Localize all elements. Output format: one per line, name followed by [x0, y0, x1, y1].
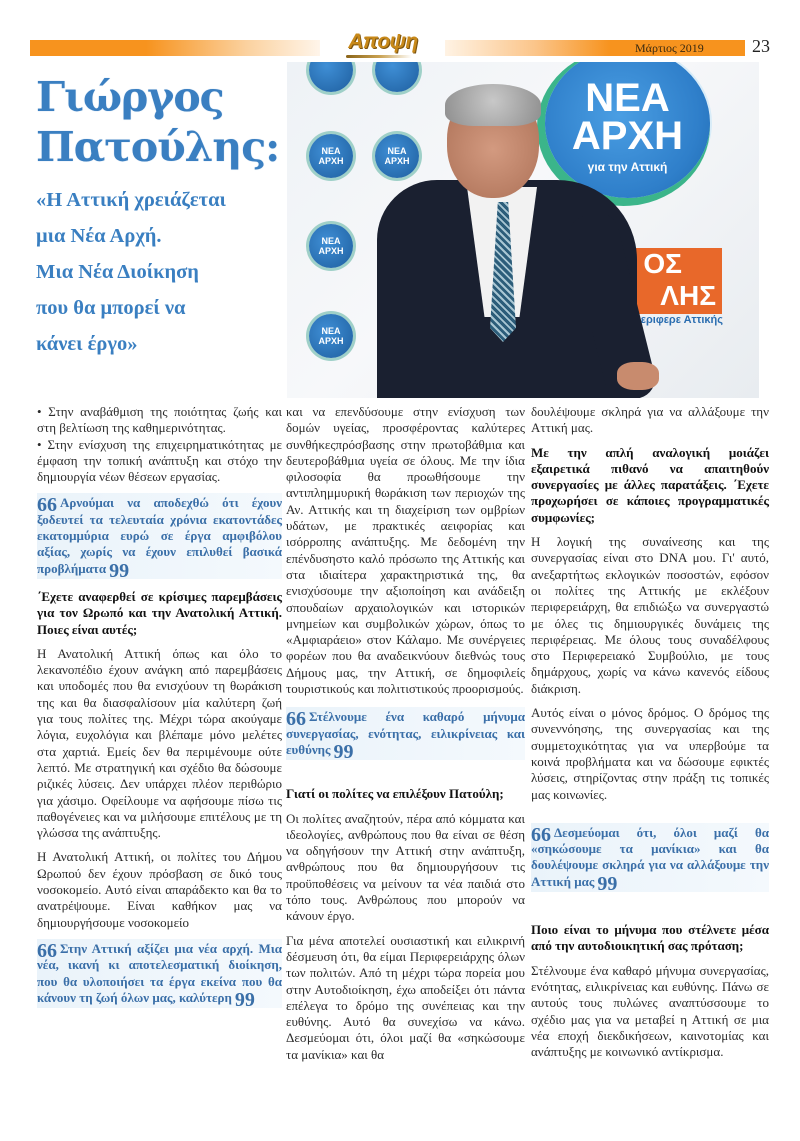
open-quote-icon: 66 — [37, 939, 57, 962]
open-quote-icon: 66 — [531, 823, 551, 846]
close-quote-icon: 99 — [333, 740, 354, 763]
paragraph: Για μένα αποτελεί ουσιαστική και ειλικρινή δέσμευση ότι, θα είμαι Περιφερειάρχης όλων των πολιτών. Από τη μέχρι τώρα πορεία μου στην Αυτοδιοίκηση, έχω αποδείξει ότι πάντα επέλεγα το δρόμο της συνέπειας και την ευθύνης. Αυτό θα συνεχίσω να κάνω. Δεσμεύομαι ότι, όλοι μαζί θα «σηκώσουμε τα μανίκια» και θα — [286, 932, 525, 1062]
backdrop-logo — [375, 62, 419, 92]
logo-text: Αποψη — [348, 30, 418, 53]
magazine-logo — [328, 30, 438, 58]
page-number: 23 — [752, 36, 770, 56]
title-quote-line: που θα μπορεί να — [36, 297, 186, 319]
interview-question: Γιατί οι πολίτες να επιλέξουν Πατούλη; — [286, 786, 504, 802]
paragraph: Στέλνουμε ένα καθαρό μήνυμα συνεργασίας, ενότητας, ειλικρίνειας και ευθύνης. Πάνω σε αυτούς τους πυλώνες αναπτύσσουμε το σχέδιο μας για να μεταβεί η Αττική σε μια νέα εποχή διεκδικήσεων, καινοτομίας και ανάπτυξης με κοινωνικό αντίκρισμα. — [531, 962, 769, 1060]
portrait-photo — [287, 62, 759, 398]
open-quote-icon: 66 — [286, 708, 306, 731]
article-title — [36, 72, 284, 362]
campaign-banner: ΟΣ ΛΗΣ — [577, 248, 722, 314]
issue-date: Μάρτιος 2019 — [635, 41, 704, 55]
paragraph: Αυτός είναι ο μόνος δρόμος. Ο δρόμος της συνεννόησης, της συνεργασίας και της συμμετοχικότητας για να υπερβούμε τα κοινά προβλήματα και να δώσουμε εφικτές λύσεις, στηρίζοντας στην πράξη τις τοπικές μας κοινωνίες. — [531, 705, 769, 802]
bullet-item: • Στην αναβάθμιση της ποιότητας ζωής και στη βελτίωση της καθημερινότητας. — [37, 404, 282, 436]
pull-quote — [37, 493, 282, 582]
interview-question: Ποιο είναι το μήνυμα που στέλνετε μέσα από την αυτοδιοικητική σας πρόταση; — [531, 922, 769, 954]
title-name-line2: Πατούλης: — [36, 123, 280, 171]
page-header — [30, 30, 775, 58]
backdrop-logo: ΝΕΑ ΑΡΧΗ — [309, 224, 353, 268]
title-quote-line: κάνει έργο» — [36, 333, 138, 355]
paragraph: και να επενδύσουμε στην ενίσχυση των δομών υγείας, προσφέροντας καλύτερες συνθήκεςπρόσβασης στην πρωτοβάθμια και δευτεροβάθμια υγεία σε όλους. Με την ίδια φιλοσοφία θα προωθήσουμε την αντιπλημμυρική θωράκιση των περιοχών της Αν. Αττικής και τη διαχείριση των ομβρίων υδάτων, με πρακτικές αειφορίας και ισόρροπης ανάπτυξης. Με δεδομένη την επένδυσηστο καλό πρόσωπο της Αττικής και στα ιδιαίτερα χαρακτηριστικά της, θα ενισχύσουμε την αξιοποίηση και ανάδειξη σπουδαίων αρχαιολογικών και ιστορικών μνημείων και συμβολικών χώρων, όπως το «Αμφιαράειο» στον Κάλαμο. Με συνέργειες φορέων που θα αναδεικνύουν διεθνώς τους Δήμους μας, την Αττική, σε δημοφιλείς τουριστικούς και πολιτιστικούς προορισμούς. — [286, 404, 525, 697]
close-quote-icon: 99 — [597, 872, 618, 895]
pull-quote-text: Δεσμεύομαι ότι, όλοι μαζί θα «σηκώσουμε τα μανίκια» και θα δουλέψουμε σκληρά για να αλλάξουμε την Αττική μας — [531, 824, 769, 889]
left-column — [37, 404, 282, 1018]
title-quote-line: μια Νέα Αρχή. — [36, 225, 162, 247]
pull-quote — [531, 823, 769, 895]
paragraph: δουλέψουμε σκληρά για να αλλάξουμε την Αττική μας. — [531, 404, 769, 436]
header-bar-left — [30, 40, 320, 56]
pull-quote-text: Στέλνουμε ένα καθαρό μήνυμα συνεργασίας, ενότητας, ειλικρίνειας και ευθύνης — [286, 709, 525, 757]
open-quote-icon: 66 — [37, 494, 57, 517]
pull-quote — [37, 939, 282, 1011]
middle-column — [286, 404, 525, 1071]
bullet-item: • Στην ενίσχυση της επιχειρηματικότητας με έμφαση την τοπική ανάπτυξη και στόχο την δημιουργία νέων θέσεων εργασίας. — [37, 436, 282, 485]
person-hair — [445, 84, 541, 126]
paragraph: Οι πολίτες αναζητούν, πέρα από κόμματα και ιδεολογίες, ανθρώπους που θα είναι σε θέση να οδηγήσουν την Αττική στην ανάπτυξη, ανθρώπους που θα δημιουργήσουν τις προϋποθέσεις να μείνουν τα νέα παιδιά στο τόπο τους. Ανθρώπους που μπορούν να κάνουν έργο. — [286, 810, 525, 924]
logo-swoosh — [346, 55, 412, 58]
interview-question: ΄Εχετε αναφερθεί σε κρίσιμες παρεμβάσεις για τον Ωρωπό και την Ανατολική Αττική. Ποιες είναι αυτές; — [37, 588, 282, 637]
person-hand — [617, 362, 659, 390]
pull-quote-text: Στην Αττική αξίζει μια νέα αρχή. Μια νέα, ικανή κι αποτελεσματική διοίκηση, που θα υλοποιήσει τα έργα εκείνα που θα κάνουν τη ζωή όλων μας, καλύτερη — [37, 940, 282, 1005]
right-column — [531, 404, 769, 1068]
title-name-line1: Γιώργος — [36, 73, 224, 121]
campaign-logo: ΝΕΑ ΑΡΧΗ για την Αττική — [545, 62, 710, 198]
title-quote-line: «Η Αττική χρειάζεται — [36, 189, 226, 211]
title-quote-line: Μια Νέα Διοίκηση — [36, 261, 199, 283]
pull-quote — [286, 707, 525, 763]
close-quote-icon: 99 — [234, 988, 255, 1011]
close-quote-icon: 99 — [109, 559, 130, 582]
paragraph: Η Ανατολική Αττική, οι πολίτες του Δήμου Ωρωπού δεν έχουν πρόσβαση σε δικό τους νοσοκομείο. Αυτό είναι απαράδεκτο και θα το ανατρέψουμε. Είναι καθήκον μας να δημιουργήσουμε νοσοκομείο — [37, 849, 282, 930]
paragraph: Η Ανατολική Αττική όπως και όλο το λεκανοπέδιο έχουν ανάγκη από παρεμβάσεις και υποδομές που θα ενισχύουν τη θωράκιση της και θα διασφαλίσουν μία καλύτερη ζωή για τους πολίτες της. Μέχρι τώρα ακούγαμε λόγια, ευχολόγια και βλέπαμε μόνο μελέτες στα χαρτιά. Εμείς δεν θα περιμένουμε ούτε λεπτό. Με στρατηγική και σχέδιο θα δώσουμε ριζικές λύσεις. Δεν υπάρχει πλέον περιθώριο για χάσιμο. Οφείλουμε να αφήσουμε πίσω τις παθογένειες και να μιλήσουμε επιτέλους με τη γλώσσα της ανάπτυξης. — [37, 645, 282, 841]
backdrop-logo: ΝΕΑ ΑΡΧΗ — [375, 134, 419, 178]
backdrop-logo — [309, 62, 353, 92]
interview-question: Με την απλή αναλογική μοιάζει εξαιρετικά πιθανό να απαιτηθούν συνεργασίες με άλλες παρατάξεις. ΄Εχετε προχωρήσει σε κάποιες προγραμματικές συμφωνίες; — [531, 444, 769, 525]
title-quote — [36, 182, 284, 362]
backdrop-logo: ΝΕΑ ΑΡΧΗ — [309, 314, 353, 358]
backdrop-logo: ΝΕΑ ΑΡΧΗ — [309, 134, 353, 178]
paragraph: Η λογική της συναίνεσης και της συνεργασίας είναι στο DNA μου. Γι' αυτό, ανεξαρτήτως εκλογικών ποσοστών, εφόσον οι πολίτες της Αττικής με εκλέξουν περιφερειάρχη, θα επιδιώξω να συνεργαστώ με όλες τις δημιουργικές δυνάμεις της περιφέρειας. Με όλους τους συναδέλφους στο Περιφερειακό Συμβούλιο, με τους δημάρχους, χωρίς να κάνω κανενός είδους διάκριση. — [531, 534, 769, 696]
banner-subtitle: εριφερε Αττικής — [640, 314, 723, 326]
pull-quote-text: Αρνούμαι να αποδεχθώ ότι έχουν ξοδευτεί τα τελευταία χρόνια εκατοντάδες εκατομμύρια ευρώ σε έργα αμφιβόλου αξίας, χωρίς να έχουν επιλυθεί βασικά προβλήματα — [37, 495, 282, 576]
